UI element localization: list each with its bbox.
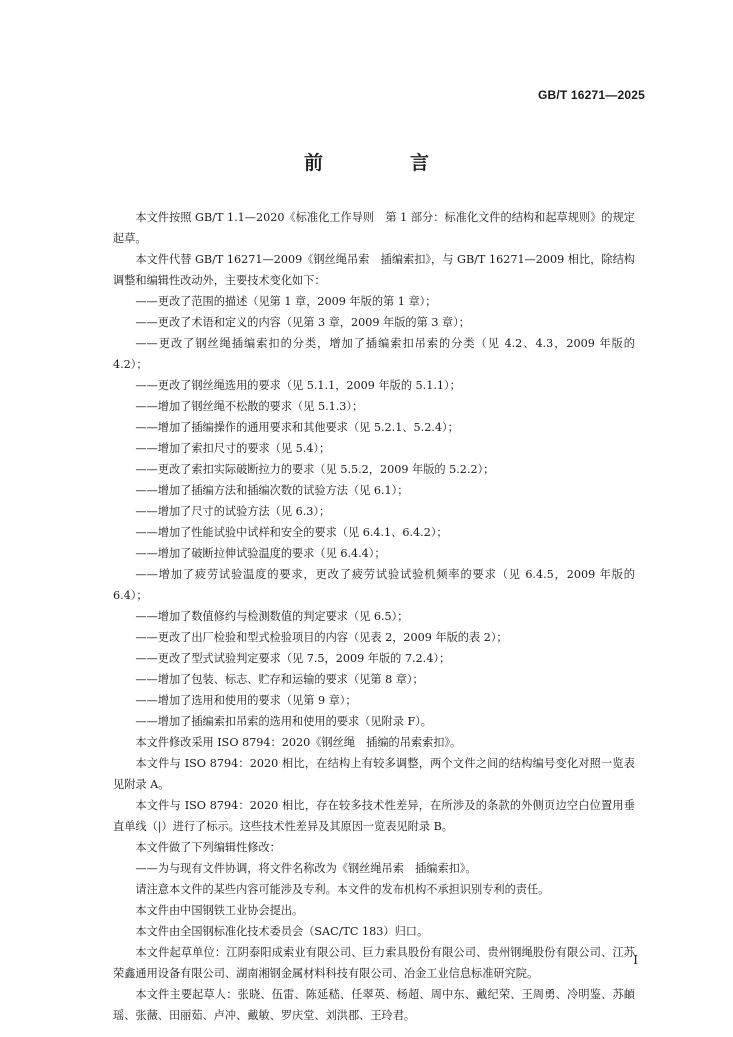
paragraph: 本文件修改采用 ISO 8794：2020《钢丝绳 插编的吊索索扣》。 xyxy=(135,736,462,749)
list-item: ——增加了钢丝绳不松散的要求（见 5.1.3）； xyxy=(135,400,364,413)
list-item: ——增加了插编方法和插编次数的试验方法（见 6.1）； xyxy=(135,484,409,497)
list-item: ——增加了插编索扣吊索的选用和使用的要求（见附录 F）。 xyxy=(135,715,432,728)
paragraph: 本文件按照 GB/T 1.1—2020《标准化工作导则 第 1 部分：标准化文件的结构和起草规则》的规定起草。 xyxy=(113,211,635,245)
list-item: ——更改了钢丝绳插编索扣的分类，增加了插编索扣吊索的分类（见 4.2、4.3，2009 年版的 4.2）； xyxy=(113,337,635,371)
paragraph: 本文件由中国钢铁工业协会提出。 xyxy=(135,904,304,917)
paragraph: 本文件与 ISO 8794：2020 相比，在结构上有较多调整，两个文件之间的结构编号变化对照一览表见附录 A。 xyxy=(113,757,635,791)
document-body xyxy=(113,207,635,1026)
list-item: ——更改了型式试验判定要求（见 7.5，2009 年版的 7.2.4）； xyxy=(135,652,451,665)
standard-code: GB/T 16271—2025 xyxy=(537,88,645,102)
list-item: ——更改了索扣实际破断拉力的要求（见 5.5.2，2009 年版的 5.2.2）； xyxy=(135,463,495,476)
paragraph: 本文件主要起草人：张晓、伍雷、陈延嵇、任翠英、杨超、周中东、戴纪荣、王周勇、冷明鉴、苏頔瑶、张薇、田丽茹、卢冲、戴敏、罗庆堂、刘洪郡、王玲君。 xyxy=(113,988,635,1022)
paragraph: 请注意本文件的某些内容可能涉及专利。本文件的发布机构不承担识别专利的责任。 xyxy=(135,883,550,896)
paragraph: 本文件由全国钢标准化技术委员会（SAC/TC 183）归口。 xyxy=(135,925,429,938)
list-item: ——增加了插编操作的通用要求和其他要求（见 5.2.1、5.2.4）； xyxy=(135,421,459,434)
list-item: ——增加了索扣尺寸的要求（见 5.4）； xyxy=(135,442,331,455)
page-title: 前 言 xyxy=(303,152,463,174)
list-item: ——增加了破断拉伸试验温度的要求（见 6.4.4）； xyxy=(135,547,386,560)
page-number: I xyxy=(633,953,638,967)
list-item: ——增加了性能试验中试样和安全的要求（见 6.4.1、6.4.2）； xyxy=(135,526,448,539)
list-item: ——增加了疲劳试验温度的要求，更改了疲劳试验试验机频率的要求（见 6.4.5，2009 年版的 6.4）； xyxy=(113,568,635,602)
list-item: ——增加了包装、标志、贮存和运输的要求（见第 8 章）； xyxy=(135,673,424,686)
list-item: ——增加了选用和使用的要求（见第 9 章）； xyxy=(135,694,357,707)
list-item: ——为与现有文件协调，将文件名称改为《钢丝绳吊索 插编索扣》。 xyxy=(135,862,477,875)
list-item: ——更改了出厂检验和型式检验项目的内容（见表 2，2009 年版的表 2）； xyxy=(135,631,508,644)
paragraph: 本文件起草单位：江阴泰阳成索业有限公司、巨力索具股份有限公司、贵州钢绳股份有限公司、江苏荣鑫通用设备有限公司、湖南湘钢金属材料科技有限公司、冶金工业信息标准研究院。 xyxy=(113,946,635,980)
list-item: ——更改了范围的描述（见第 1 章，2009 年版的第 1 章）； xyxy=(135,295,437,308)
paragraph: 本文件与 ISO 8794：2020 相比，存在较多技术性差异，在所涉及的条款的外侧页边空白位置用垂直单线（|）进行了标示。这些技术性差异及其原因一览表见附录 B。 xyxy=(113,799,635,833)
paragraph: 本文件代替 GB/T 16271—2009《钢丝绳吊索 插编索扣》，与 GB/T 16271—2009 相比，除结构调整和编辑性改动外，主要技术变化如下： xyxy=(113,253,635,287)
list-item: ——增加了尺寸的试验方法（见 6.3）； xyxy=(135,505,331,518)
paragraph: 本文件做了下列编辑性修改： xyxy=(135,841,281,854)
list-item: ——更改了钢丝绳选用的要求（见 5.1.1，2009 年版的 5.1.1）； xyxy=(135,379,461,392)
list-item: ——更改了术语和定义的内容（见第 3 章，2009 年版的第 3 章）； xyxy=(135,316,470,329)
list-item: ——增加了数值修约与检测数值的判定要求（见 6.5）； xyxy=(135,610,409,623)
